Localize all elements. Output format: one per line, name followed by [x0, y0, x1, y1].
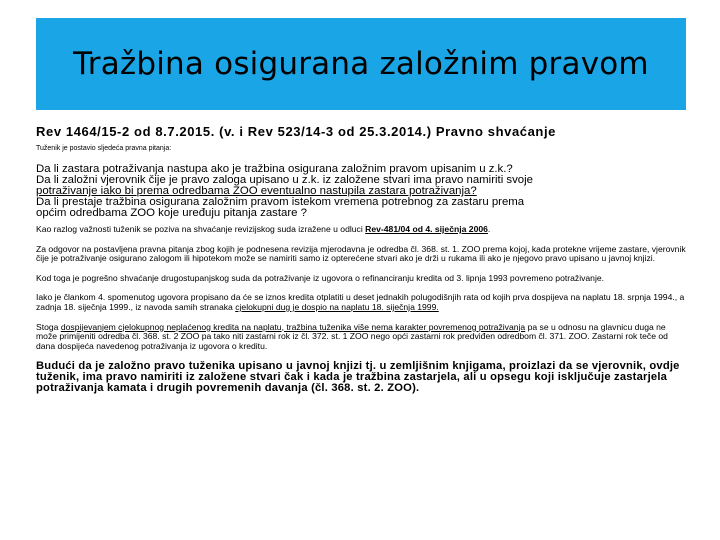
question-line: općim odredbama ZOO koje uređuju pitanja zastare ? [36, 207, 307, 219]
paragraph-underlined: cjelokupni dug je dospio na naplatu 18. siječnja 1999. [235, 301, 439, 312]
question-line: Da li zastara potraživanja nastupa ako je tražbina osigurana založnim pravom upisanim u z.k.? [36, 163, 513, 175]
paragraph-text: Stoga [36, 321, 61, 332]
paragraph-text: Iako je člankom 4. spomenutog ugovora propisano da će se iznos kredita otplatiti u deset jednakih polugodišnjih rata od kojih prva dospijeva na naplatu 18. srpnja 1994., a zadnja 18. siječnja 1999., iz navoda samih stranaka [36, 292, 685, 312]
title-banner [36, 18, 686, 110]
intro-note: Tuženik je postavio sljedeća pravna pitanja: [36, 145, 172, 152]
conclusion-paragraph: Budući da je založno pravo tuženika upisano u javnoj knjizi tj. u zemljišnim knjigama, proizlazi da se vjerovnik, ovdje tuženik, ima pravo namiriti iz založene stvari čak i kada je tražbina zastarjela, ali u opsegu koji isključuje zastarjela potraživanja kamata i drugih povremenih davanja (čl. 368. st. 2. ZOO). [36, 360, 680, 395]
case-reference-link[interactable]: Rev-481/04 od 4. siječnja 2006 [365, 224, 488, 234]
paragraph-error: Kod toga je pogrešno shvaćanje drugostupanjskog suda da potraživanje iz ugovora o refinanciranju kredita od 3. lipnja 1993 povremeno potraživanje. [36, 272, 605, 283]
legal-questions [36, 164, 686, 219]
paragraph-answer: Za odgovor na postavljena pravna pitanja zbog kojih je podnesena revizija mjerodavna je odredba čl. 368. st. 1. ZOO prema kojoj, kada protekne vrijeme zastare, vjerovnik čije je potraživanje osigurano zalogom ili hipotekom može se namiriti samo iz opterećene stvari ako je drži u rukama ili ako je njegovo pravo upisano u javnoj knjizi. [36, 243, 686, 264]
paragraph-text: pa se u odnosu na glavnicu duga ne može primijeniti odredba čl. 368. st. 2 ZOO pa tako niti zastarni rok iz čl. 372. st. 1 ZOO nego opći zastarni rok predviđen odredbom čl. 371. ZOO. Zastarni rok teče od dana dospijeća navedenog potraživanja iz ugovora o kreditu. [36, 321, 668, 351]
paragraph-end: . [487, 224, 491, 234]
paragraph-importance [36, 225, 686, 235]
question-line: potraživanje iako bi prema odredbama ZOO eventualno nastupila zastara potraživanja? [36, 185, 477, 197]
question-line: Da li prestaje tražbina osigurana založnim pravom istekom vremena potrebnog za zastaru prema [36, 196, 525, 208]
paragraph-installments [36, 293, 686, 312]
slide-title: Tražbina osigurana založnim pravom [73, 46, 649, 82]
case-heading: Rev 1464/15-2 od 8.7.2015. (v. i Rev 523/14-3 od 25.3.2014.) Pravno shvaćanje [36, 124, 557, 139]
slide-content [36, 124, 686, 394]
question-line: Da li založni vjerovnik čije je pravo zaloga upisano u z.k. iz založene stvari ima pravo namiriti svoje [36, 174, 533, 186]
paragraph-underlined: dospijevanjem cjelokupnog neplaćenog kredita na naplatu, tražbina tuženika više nema karakter povremenog potraživanja [60, 321, 526, 332]
paragraph-text: Kao razlog važnosti tuženik se poziva na shvaćanje revizijskog suda izražene u odluci [36, 224, 366, 234]
paragraph-therefore [36, 323, 686, 352]
